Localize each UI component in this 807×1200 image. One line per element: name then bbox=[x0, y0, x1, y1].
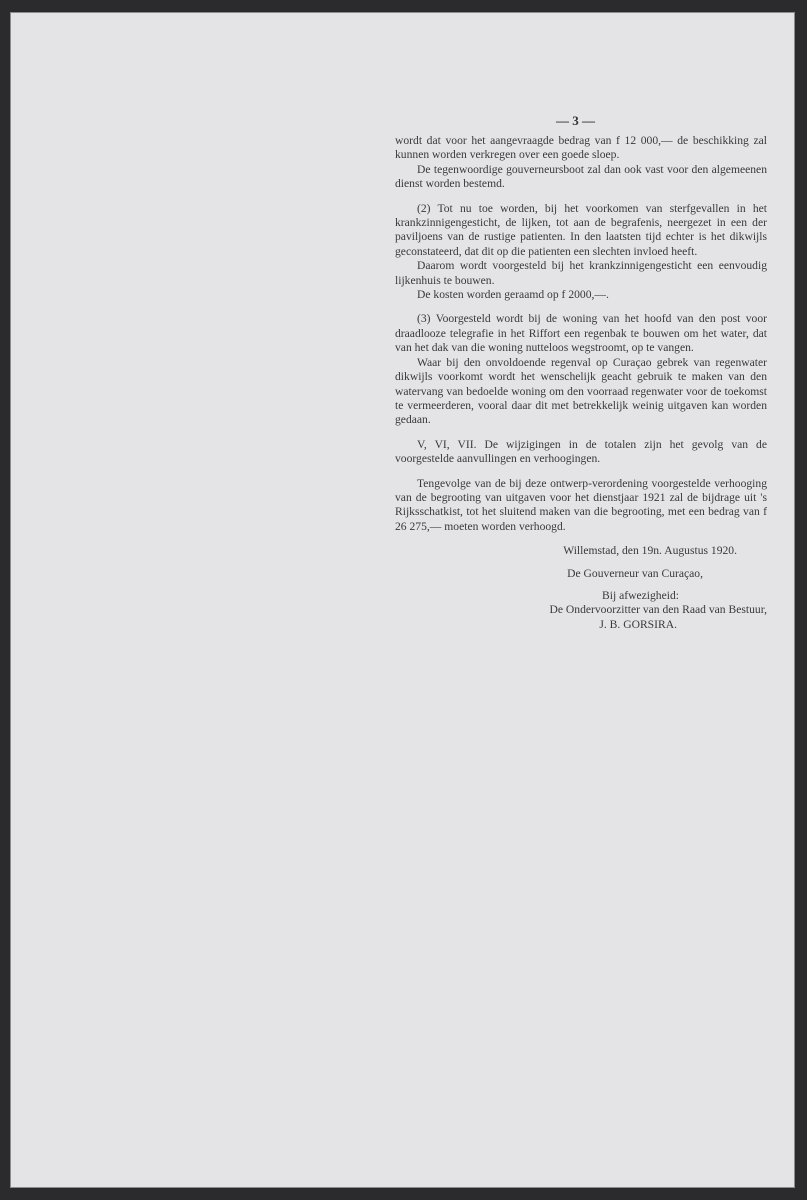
paragraph-5: De kosten worden geraamd op f 2000,—. bbox=[417, 288, 609, 302]
place-date: Willemstad, den 19n. Augustus 1920. bbox=[563, 544, 737, 558]
paragraph-8: V, VI, VII. De wijzigingen in de totalen zijn het gevolg van de voorgestelde aanvullingen en verhoogingen. bbox=[395, 437, 767, 466]
paragraph-1: wordt dat voor het aangevraagde bedrag van f 12 000,— de beschikking zal kunnen worden verkregen over een goede sloep. bbox=[395, 134, 767, 162]
deputy-line: De Ondervoorzitter van den Raad van Bestuur, bbox=[549, 603, 767, 617]
governor-line: De Gouverneur van Curaçao, bbox=[567, 566, 703, 580]
page-number: — 3 — bbox=[556, 113, 595, 128]
paragraph-4: Daarom wordt voorgesteld bij het krankzinnigengesticht een eenvoudig lijkenhuis te bouwen. bbox=[395, 259, 767, 287]
paragraph-9: Tengevolge van de bij deze ontwerp-verordening voorgestelde verhooging van de begrooting van uitgaven voor het dienstjaar 1921 zal de bijdrage uit 's Rijksschatkist, tot het sluitend maken van die begrooting, met een bedrag van f 26 275,— moeten worden verhoogd. bbox=[395, 476, 767, 533]
body-text bbox=[395, 134, 767, 632]
paragraph-7: Waar bij den onvoldoende regenval op Curaçao gebrek van regenwater dikwijls voorkomt wordt het wenschelijk geacht gebruik te maken van den watervang van bedoelde woning om den voorraad regenwater voor de toekomst te vermeerderen, vooral daar dit met betrekkelijk weinig uitgaven kan worden gedaan. bbox=[395, 355, 767, 427]
absence-line: Bij afwezigheid: bbox=[602, 588, 679, 602]
paragraph-6: (3) Voorgesteld wordt bij de woning van het hoofd van den post voor draadlooze telegrafie in het Riffort een regenbak te bouwen om het water, dat van het dak van die woning nutteloos wegstroomt, op te vangen. bbox=[395, 312, 767, 355]
signatory-name: J. B. GORSIRA. bbox=[599, 617, 677, 631]
paragraph-2: De tegenwoordige gouverneursboot zal dan ook vast voor den algemeenen dienst worden bestemd. bbox=[395, 162, 767, 191]
paragraph-3: (2) Tot nu toe worden, bij het voorkomen van sterfgevallen in het krankzinnigengesticht, de lijken, tot aan de begrafenis, neergezet in een der paviljoens van de rustige patienten. In den laatsten tijd echter is het dikwijls geconstateerd, dat dit op die patienten een slechten invloed heeft. bbox=[395, 201, 767, 258]
document-page bbox=[10, 12, 795, 1188]
